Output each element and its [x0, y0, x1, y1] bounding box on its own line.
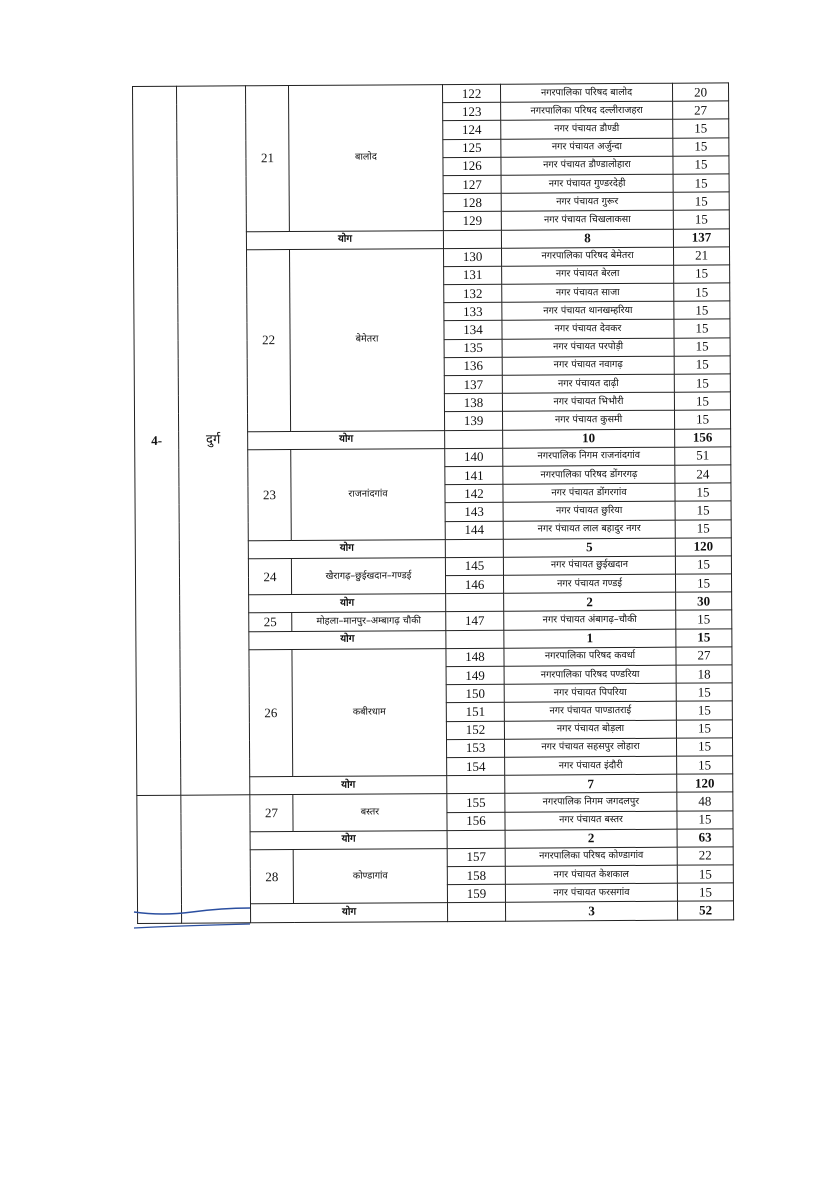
district-name: राजनांदगांव [291, 448, 446, 540]
total-wards: 15 [676, 628, 732, 647]
body-serial: 141 [445, 466, 503, 485]
body-serial: 138 [444, 393, 502, 412]
total-bodies: 7 [505, 774, 677, 793]
body-serial: 124 [443, 121, 501, 140]
body-name: नगरपालिका परिषद बेमेतरा [501, 247, 673, 266]
body-serial: 157 [447, 848, 505, 867]
body-name: नगर पंचायत बस्तर [505, 811, 677, 830]
division-name: दुर्ग [177, 86, 250, 796]
total-wards: 52 [677, 901, 733, 920]
total-label: योग [246, 230, 443, 249]
district-name: कोण्डागांव [293, 848, 447, 904]
ward-allocation-table [132, 82, 734, 923]
body-serial: 136 [444, 357, 502, 376]
body-name: नगर पंचायत अर्जुन्दा [501, 138, 673, 157]
body-name: नगर पंचायत चिखलाकसा [501, 211, 673, 230]
ward-count: 15 [676, 701, 732, 720]
ward-count: 15 [673, 210, 729, 229]
ward-count: 15 [674, 319, 730, 338]
body-name: नगर पंचायत देवकर [502, 320, 674, 339]
body-name: नगरपालिका परिषद कोण्डागांव [505, 847, 677, 866]
district-number: 28 [250, 849, 293, 904]
ward-count: 15 [676, 683, 732, 702]
district-name: बालोद [289, 85, 444, 231]
ward-count: 15 [674, 301, 730, 320]
ward-count: 15 [675, 501, 731, 520]
body-name: नगर पंचायत डौण्डालोहारा [501, 156, 673, 175]
ward-count: 21 [673, 247, 729, 266]
ward-count: 15 [676, 719, 732, 738]
district-name: कबीरधाम [292, 648, 447, 776]
body-serial: 129 [443, 212, 501, 231]
body-serial: 154 [447, 757, 505, 776]
body-serial: 122 [442, 84, 500, 103]
pen-underline-mark [132, 904, 252, 934]
ward-count: 27 [673, 101, 729, 120]
body-serial: 130 [443, 248, 501, 267]
body-serial: 143 [445, 503, 503, 522]
total-label: योग [251, 903, 448, 922]
ward-count: 15 [677, 756, 733, 775]
body-name: नगर पंचायत पिपरिया [504, 683, 676, 702]
body-name: नगर पंचायत पाण्डातराई [504, 702, 676, 721]
body-serial: 131 [444, 266, 502, 285]
total-blank-cell [447, 903, 505, 922]
body-serial: 132 [444, 284, 502, 303]
total-label: योग [250, 776, 447, 795]
body-name: नगरपालिका परिषद दल्लीराजहरा [501, 101, 673, 120]
body-serial: 135 [444, 339, 502, 358]
total-label: योग [249, 594, 446, 613]
body-name: नगर पंचायत बेरला [502, 265, 674, 284]
body-name: नगर पंचायत दाढ़ी [502, 374, 674, 393]
body-serial: 153 [446, 739, 504, 758]
body-serial: 142 [445, 484, 503, 503]
body-name: नगर पंचायत छुरिया [503, 502, 675, 521]
body-serial: 133 [444, 302, 502, 321]
total-blank-cell [447, 775, 505, 794]
total-wards: 137 [673, 228, 729, 247]
ward-count: 15 [673, 174, 729, 193]
ward-count: 15 [674, 374, 730, 393]
total-label: योग [248, 430, 445, 449]
total-label: योग [249, 630, 446, 649]
body-serial: 139 [444, 412, 502, 431]
body-name: नगर पंचायत साजा [502, 283, 674, 302]
body-serial: 155 [447, 794, 505, 813]
ward-count: 15 [674, 410, 730, 429]
body-serial: 125 [443, 139, 501, 158]
ward-count: 27 [676, 647, 732, 666]
body-name: नगर पंचायत गुरूर [501, 192, 673, 211]
total-wards: 30 [676, 592, 732, 611]
ward-count: 15 [673, 137, 729, 156]
body-name: नगर पंचायत लाल बहादुर नगर [503, 520, 675, 539]
ward-count: 15 [673, 192, 729, 211]
body-name: नगर पंचायत डोंगरगांव [503, 483, 675, 502]
ward-count: 15 [673, 156, 729, 175]
district-name: खैरागढ़–छुईखदान–गण्डई [291, 557, 445, 594]
district-number: 25 [249, 613, 292, 631]
ward-count: 15 [676, 738, 732, 757]
body-name: नगर पंचायत फरसगांव [505, 883, 677, 902]
total-label: योग [248, 539, 445, 558]
body-serial: 126 [443, 157, 501, 176]
district-number: 27 [250, 795, 293, 832]
body-serial: 127 [443, 175, 501, 194]
body-name: नगर पंचायत कुसमी [502, 411, 674, 430]
ward-count: 15 [674, 392, 730, 411]
ward-count: 15 [675, 556, 731, 575]
total-blank-cell [447, 830, 505, 849]
total-wards: 156 [675, 428, 731, 447]
ward-allocation-sheet [132, 82, 733, 923]
district-name: बस्तर [293, 794, 447, 831]
body-name: नगरपालिका परिषद डोंगरगढ़ [503, 465, 675, 484]
ward-count: 15 [674, 265, 730, 284]
ward-count: 15 [675, 483, 731, 502]
ward-count: 18 [676, 665, 732, 684]
body-serial: 123 [443, 102, 501, 121]
body-serial: 140 [445, 448, 503, 467]
body-name: नगर पंचायत इंदौरी [505, 756, 677, 775]
ward-count: 48 [677, 792, 733, 811]
body-name: नगरपालिक निगम जगदलपुर [505, 792, 677, 811]
ward-count: 24 [675, 465, 731, 484]
district-name: बेमेतरा [290, 248, 445, 431]
district-number: 26 [249, 649, 293, 777]
total-blank-cell [446, 593, 504, 612]
body-name: नगर पंचायत केशकाल [505, 865, 677, 884]
ward-count: 15 [677, 810, 733, 829]
body-name: नगर पंचायत बोड़ला [504, 720, 676, 739]
ward-count: 15 [676, 610, 732, 629]
total-blank-cell [445, 539, 503, 558]
total-blank-cell [443, 230, 501, 249]
body-serial: 144 [445, 521, 503, 540]
body-name: नगर पंचायत छुईखदान [503, 556, 675, 575]
body-name: नगर पंचायत सहसपुर लोहारा [504, 738, 676, 757]
body-name: नगर पंचायत नवागढ़ [502, 356, 674, 375]
district-number: 21 [246, 86, 290, 232]
division-serial: 4- [133, 86, 181, 796]
body-serial: 149 [446, 666, 504, 685]
body-serial: 159 [447, 884, 505, 903]
body-serial: 158 [447, 866, 505, 885]
total-wards: 120 [677, 774, 733, 793]
district-number: 23 [248, 449, 292, 540]
body-serial: 151 [446, 703, 504, 722]
ward-count: 15 [674, 283, 730, 302]
body-name: नगरपालिक निगम राजनांदगांव [503, 447, 675, 466]
ward-count: 15 [677, 865, 733, 884]
body-name: नगर पंचायत परपोड़ी [502, 338, 674, 357]
body-serial: 152 [446, 721, 504, 740]
body-name: नगर पंचायत अंबागढ़–चौकी [504, 611, 676, 630]
body-serial: 156 [447, 812, 505, 831]
total-label: योग [250, 830, 447, 849]
body-name: नगरपालिका परिषद पण्डरिया [504, 665, 676, 684]
body-serial: 148 [446, 648, 504, 667]
body-name: नगर पंचायत थानखम्हरिया [502, 301, 674, 320]
ward-count: 15 [674, 356, 730, 375]
total-blank-cell [446, 630, 504, 649]
ward-count: 15 [675, 574, 731, 593]
body-serial: 146 [445, 575, 503, 594]
total-bodies: 3 [505, 902, 677, 921]
body-serial: 147 [446, 612, 504, 631]
total-bodies: 5 [503, 538, 675, 557]
body-name: नगर पंचायत भिभौरी [502, 392, 674, 411]
body-name: नगर पंचायत गण्डई [503, 574, 675, 593]
district-number: 22 [247, 249, 291, 431]
ward-count: 15 [675, 519, 731, 538]
ward-count: 51 [675, 447, 731, 466]
ward-count: 22 [677, 847, 733, 866]
body-name: नगर पंचायत डौण्डी [501, 120, 673, 139]
total-wards: 120 [675, 538, 731, 557]
ward-count: 15 [673, 119, 729, 138]
total-bodies: 2 [505, 829, 677, 848]
body-serial: 128 [443, 193, 501, 212]
total-bodies: 10 [503, 429, 675, 448]
district-number: 24 [248, 558, 291, 595]
total-bodies: 2 [504, 592, 676, 611]
total-bodies: 1 [504, 629, 676, 648]
ward-count: 15 [677, 883, 733, 902]
total-bodies: 8 [501, 229, 673, 248]
body-name: नगरपालिका परिषद बालोद [500, 83, 672, 102]
body-serial: 134 [444, 321, 502, 340]
body-serial: 145 [445, 557, 503, 576]
body-serial: 137 [444, 375, 502, 394]
district-name: मोहला–मानपुर–अम्बागढ़ चौकी [292, 612, 446, 631]
body-name: नगरपालिका परिषद कवर्धा [504, 647, 676, 666]
body-serial: 150 [446, 684, 504, 703]
body-name: नगर पंचायत गुण्डरदेही [501, 174, 673, 193]
ward-count: 15 [674, 337, 730, 356]
ward-count: 20 [672, 83, 728, 102]
total-wards: 63 [677, 829, 733, 848]
total-blank-cell [445, 430, 503, 449]
